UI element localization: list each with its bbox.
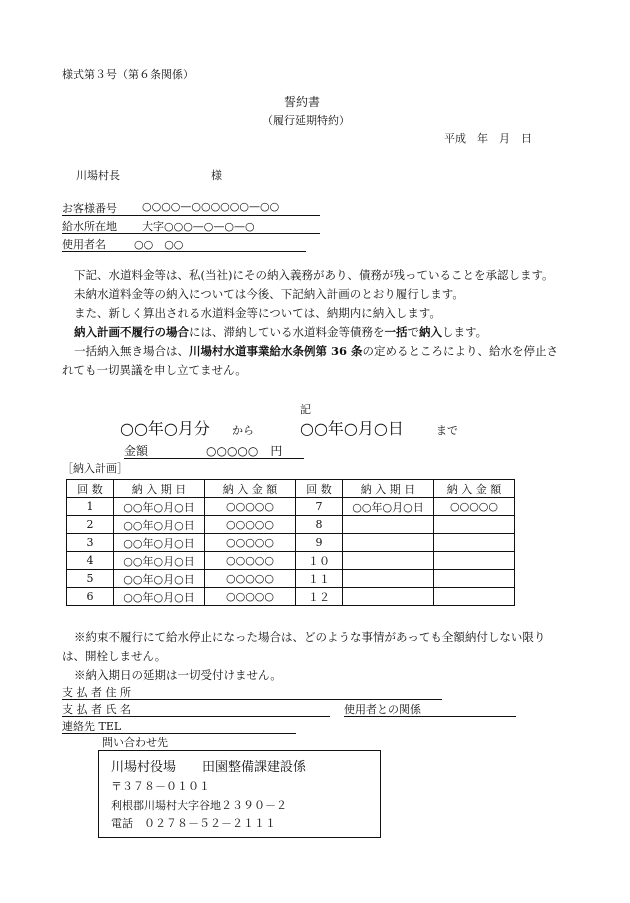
due-date bbox=[343, 516, 434, 534]
due-date: ○○年○月○日 bbox=[343, 498, 434, 516]
amount-cell bbox=[434, 570, 515, 588]
due-date: ○○年○月○日 bbox=[114, 552, 205, 570]
table-header-row bbox=[67, 480, 515, 498]
payment-plan-label: ［納入計画］ bbox=[62, 462, 128, 475]
amount-cell bbox=[434, 588, 515, 606]
amount-field bbox=[124, 442, 304, 459]
header-installment: 回 数 bbox=[67, 480, 114, 498]
amount-cell: ○○○○○ bbox=[205, 552, 296, 570]
inquiry-label: 問い合わせ先 bbox=[102, 736, 168, 749]
default-text: には、滞納している水道料金等債務を bbox=[189, 325, 385, 339]
payer-name-label: 支 払 者 氏 名 bbox=[62, 703, 131, 716]
supply-address-label: 給水所在地 bbox=[62, 220, 117, 233]
installment-number: 8 bbox=[296, 516, 343, 534]
payer-address-label: 支 払 者 住 所 bbox=[62, 686, 131, 699]
amount-cell bbox=[434, 552, 515, 570]
period-to: ○○年○月○日 bbox=[300, 419, 404, 438]
amount-cell bbox=[434, 534, 515, 552]
contact-tel-label: 連絡先 TEL bbox=[62, 720, 122, 733]
installment-number: 4 bbox=[67, 552, 114, 570]
amount-label: 金額 bbox=[124, 444, 149, 458]
due-date: ○○年○月○日 bbox=[114, 498, 205, 516]
declaration-body bbox=[62, 266, 562, 380]
installment-number: 1 bbox=[67, 498, 114, 516]
customer-number-value: ○○○○—○○○○○○—○○ bbox=[142, 200, 280, 213]
header-amount: 納 入 金 額 bbox=[205, 480, 296, 498]
period-from: ○○年○月分 bbox=[120, 419, 210, 438]
due-date: ○○年○月○日 bbox=[114, 570, 205, 588]
document-date: 平成 年 月 日 bbox=[444, 132, 532, 145]
inquiry-address: 利根郡川場村大字谷地２３９０－２ bbox=[111, 799, 287, 812]
document-subtitle: （履行延期特約） bbox=[262, 114, 350, 127]
paragraph-ordinance bbox=[62, 342, 562, 380]
inquiry-phone: 電話 ０２７８－５２－２１１１ bbox=[111, 817, 276, 830]
default-phrase: 納入計画不履行の場合 bbox=[74, 325, 189, 339]
supply-address-field bbox=[62, 218, 320, 234]
payer-address-field[interactable] bbox=[62, 684, 442, 700]
notes-section bbox=[62, 628, 562, 685]
table-row bbox=[67, 534, 515, 552]
due-date: ○○年○月○日 bbox=[114, 516, 205, 534]
due-date bbox=[343, 570, 434, 588]
header-installment: 回 数 bbox=[296, 480, 343, 498]
installment-number: 6 bbox=[67, 588, 114, 606]
table-row bbox=[67, 570, 515, 588]
user-name-value: ○○ ○○ bbox=[134, 238, 184, 251]
ki-marker: 記 bbox=[300, 403, 311, 416]
document-title: 誓約書 bbox=[284, 95, 321, 109]
paragraph-new-charges: また、新しく算出される水道料金等については、納期内に納入します。 bbox=[74, 306, 441, 320]
amount-cell bbox=[434, 516, 515, 534]
amount-cell: ○○○○○ bbox=[205, 534, 296, 552]
installment-number: 9 bbox=[296, 534, 343, 552]
contact-tel-field[interactable] bbox=[62, 718, 296, 734]
header-amount: 納 入 金 額 bbox=[434, 480, 515, 498]
amount-value: ○○○○○ 円 bbox=[206, 444, 283, 458]
due-date bbox=[343, 588, 434, 606]
supply-address-value: 大字○○○—○—○—○ bbox=[142, 220, 255, 233]
payment-plan-table bbox=[66, 479, 515, 606]
payer-name-field[interactable] bbox=[62, 701, 330, 717]
due-date: ○○年○月○日 bbox=[114, 588, 205, 606]
amount-cell: ○○○○○ bbox=[205, 498, 296, 516]
due-date bbox=[343, 552, 434, 570]
user-name-label: 使用者名 bbox=[62, 238, 106, 251]
table-row bbox=[67, 552, 515, 570]
installment-number: 3 bbox=[67, 534, 114, 552]
due-date: ○○年○月○日 bbox=[114, 534, 205, 552]
installment-number: １１ bbox=[296, 570, 343, 588]
ordinance-text: の定めるところにより、給水を停止されても一切異議を申し立てません。 bbox=[62, 344, 559, 377]
lump-sum-phrase: 一括 bbox=[384, 325, 408, 339]
ordinance-intro: 一括納入無き場合は、 bbox=[74, 344, 189, 358]
period-to-word: まで bbox=[436, 424, 458, 437]
paragraph-default bbox=[62, 323, 562, 342]
default-end: します。 bbox=[442, 325, 488, 339]
table-row bbox=[67, 516, 515, 534]
installment-number: １０ bbox=[296, 552, 343, 570]
header-due-date: 納 入 期 日 bbox=[343, 480, 434, 498]
inquiry-office: 川場村役場 田園整備課建設係 bbox=[111, 760, 307, 775]
installment-number: 2 bbox=[67, 516, 114, 534]
amount-cell: ○○○○○ bbox=[205, 570, 296, 588]
addressee-name: 川場村長 bbox=[76, 169, 120, 182]
header-due-date: 納 入 期 日 bbox=[114, 480, 205, 498]
inquiry-box bbox=[98, 750, 381, 838]
installment-number: １２ bbox=[296, 588, 343, 606]
customer-number-label: お客様番号 bbox=[62, 202, 117, 215]
default-connector: で bbox=[407, 325, 419, 339]
paragraph-acknowledgement: 下記、水道料金等は、私(当社)にその納入義務があり、債務が残っていることを承認します。 bbox=[74, 268, 554, 282]
inquiry-postal: 〒３７８－０１０１ bbox=[111, 780, 210, 793]
installment-number: 5 bbox=[67, 570, 114, 588]
relation-label: 使用者との関係 bbox=[344, 703, 421, 716]
table-row bbox=[67, 588, 515, 606]
amount-cell: ○○○○○ bbox=[205, 516, 296, 534]
form-number: 様式第３号（第６条関係） bbox=[62, 68, 194, 81]
period-from-word: から bbox=[232, 424, 254, 437]
ordinance-reference: 川場村水道事業給水条例第 36 条 bbox=[189, 344, 363, 358]
customer-number-field bbox=[62, 200, 320, 216]
amount-cell: ○○○○○ bbox=[434, 498, 515, 516]
paragraph-payment-plan: 未納水道料金等の納入については今後、下記納入計画のとおり履行します。 bbox=[74, 287, 464, 301]
payment-phrase: 納入 bbox=[419, 325, 442, 339]
amount-cell: ○○○○○ bbox=[205, 588, 296, 606]
table-row bbox=[67, 498, 515, 516]
relation-field[interactable] bbox=[344, 701, 516, 717]
addressee-honorific: 様 bbox=[211, 169, 222, 182]
note-no-reconnection: ※約束不履行にて給水停止になった場合は、どのような事情があっても全額納付しない限りは、開栓しません。 bbox=[62, 630, 546, 663]
note-no-extension: ※納入期日の延期は一切受付けません。 bbox=[74, 668, 282, 682]
installment-number: 7 bbox=[296, 498, 343, 516]
due-date bbox=[343, 534, 434, 552]
user-name-field bbox=[62, 236, 306, 252]
